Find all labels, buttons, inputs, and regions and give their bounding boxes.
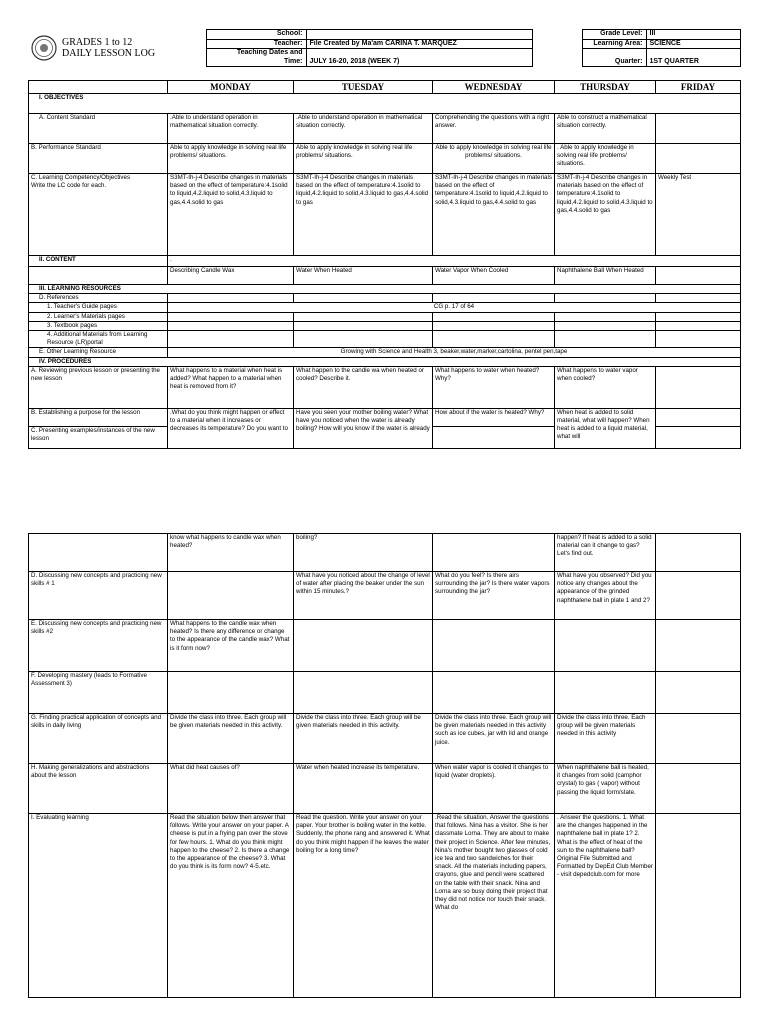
performance-standard-label: B. Performance Standard — [29, 144, 168, 174]
continued-tue: boiling? — [294, 534, 433, 572]
continued-thu: happen? If heat is added to a solid material can it change to gas? Let's find out. — [555, 534, 656, 572]
content-tue: Water When Heated — [294, 267, 433, 285]
review-mon: What happens to a material when heat is added? What happen to a material when heat is removed from it? — [168, 366, 294, 408]
procedures-heading: IV. PROCEDURES — [29, 357, 741, 366]
evaluating-tue: Read the question. Write your answer on your paper. Your brother is boiling water in the kettle. Suddenly, the phone rang and answered it. What do you think might happen if he leaves the water boiling for a long time? — [294, 814, 433, 998]
purpose-thu: When heat is added to solid material, what will happen? When heat is added to a liquid material, what will — [555, 408, 656, 448]
competency-mon: S3MT-Ih-j-4 Describe changes in materials based on the effect of temperature:4.1solid to liquid,4.2.liquid to solid,4.3.liquid to gas,4.4.solid to gas — [168, 174, 294, 256]
content-thu: Naphthalene Ball When Heated — [555, 267, 656, 285]
teacher-value: File Created by Ma'am CARINA T. MARQUEZ — [306, 39, 532, 49]
practical-thu: Divide the class into three. Each group will be given materials needed in this activity — [555, 714, 656, 764]
mastery-label: F. Developing mastery (leads to Formative Assessment 3) — [29, 672, 168, 714]
content-standard-mon: .Able to understand operation in mathematical situation correctly. — [168, 114, 294, 144]
quarter-label: Quarter: — [582, 49, 646, 67]
content-standard-wed: Comprehending the questions with a right answer. — [433, 114, 555, 144]
purpose-tue: Have you seen your mother boiling water? What have you noticed when the water is already boiling? How will you know if the water is already — [294, 408, 433, 448]
day-wednesday: WEDNESDAY — [433, 81, 555, 94]
header-title-line1: GRADES 1 to 12 — [62, 37, 133, 48]
page-two — [0, 530, 768, 1024]
header-title-line2: DAILY LESSON LOG — [62, 48, 156, 59]
practical-tue: Divide the class into three. Each group will be given materials needed in this activity. — [294, 714, 433, 764]
purpose-wed: How about if the water is heated? Why? — [433, 408, 555, 426]
day-thursday: THURSDAY — [555, 81, 656, 94]
practical-mon: Divide the class into three. Each group will be given materials needed in this activity. — [168, 714, 294, 764]
evaluating-label: I. Evaluating learning — [29, 814, 168, 998]
teacher-label: Teacher: — [206, 39, 306, 49]
other-resource-value: Growing with Science and Health 3, beaker,water,marker,cartolina, pentel pen,tape — [168, 348, 741, 357]
generalizations-thu: When naphthalene ball is heated, it changes from solid (camphor crystal) to gas ( vapor) without passing the liquid form/state. — [555, 764, 656, 814]
area-value: SCIENCE — [646, 39, 740, 49]
objectives-heading: I. OBJECTIVES — [29, 94, 741, 114]
competency-fri: Weekly Test — [656, 174, 741, 256]
day-tuesday: TUESDAY — [294, 81, 433, 94]
generalizations-label: H. Making generalizations and abstractions about the lesson — [29, 764, 168, 814]
practical-label: G. Finding practical application of concepts and skills in daily living — [29, 714, 168, 764]
lesson-table-page2 — [28, 533, 741, 998]
purpose-label: B. Establishing a purpose for the lesson — [29, 408, 168, 426]
day-friday: FRIDAY — [656, 81, 741, 94]
concepts1-thu: What have you observed? Did you notice any changes about the appearance of the grinded naphthalene ball in plate 1 and 2? — [555, 572, 656, 620]
performance-standard-thu: . Able to apply knowledge in solving real life problems/ situations. — [555, 144, 656, 174]
generalizations-wed: When water vapor is cooled it changes to liquid (water droplets). — [433, 764, 555, 814]
content-mon: Describing Candle Wax — [168, 267, 294, 285]
concepts2-label: E. Discussing new concepts and practicing new skills #2 — [29, 620, 168, 672]
competency-label: C. Learning Competency/Objectives Write the LC code for each. — [29, 174, 168, 256]
performance-standard-wed: Able to apply knowledge in solving real life problems/ situations. — [433, 144, 555, 174]
concepts1-wed: What do you feel? Is there airs surrounding the jar? Is there water vapors surrounding the jar? — [433, 572, 555, 620]
grade-label: Grade Level: — [582, 30, 646, 40]
learning-resources-heading: III. LEARNING RESOURCES — [29, 285, 741, 294]
lm-pages-label: 2. Learner's Materials pages — [29, 312, 168, 321]
other-resource-label: E. Other Learning Resource — [29, 348, 168, 357]
content-wed: Water Vapor When Cooled — [433, 267, 555, 285]
quarter-value: 1ST QUARTER — [646, 49, 740, 67]
content-standard-thu: Able to construct a mathematical situation correctly. — [555, 114, 656, 144]
area-label: Learning Area: — [582, 39, 646, 49]
header-logo-cell — [28, 30, 206, 67]
competency-tue: S3MT-Ih-j-4 Describe changes in materials based on the effect of temperature:4.1solid to liquid,4.2.liquid to solid,4.3.liquid to gas,4.4.solid to gas — [294, 174, 433, 256]
lesson-table-page1 — [28, 80, 741, 449]
continued-mon: know what happens to candle wax when heated? — [168, 534, 294, 572]
review-wed: What happens to water when heated? Why? — [433, 366, 555, 408]
references-label: D. References — [29, 294, 168, 303]
concepts1-tue: What have you noticed about the change of level of water after placing the beaker under the sun within 15 minutes.? — [294, 572, 433, 620]
content-heading: II. CONTENT — [29, 256, 168, 267]
additional-materials-label: 4. Additional Materials from Learning Resource (LR)portal — [29, 331, 168, 348]
review-tue: What happen to the candle wa when heated or cooled? Describe it. — [294, 366, 433, 408]
dates-label: Teaching Dates and Time: — [206, 49, 306, 67]
performance-standard-mon: Able to apply knowledge in solving real life problems/ situations. — [168, 144, 294, 174]
examples-label: C. Presenting examples/instances of the new lesson — [29, 426, 168, 448]
school-label: School: — [206, 30, 306, 40]
competency-wed: S3MT-Ih-j-4 Describe changes in materials based on the effect of temperature:4.1solid to liquid,4.2.liquid to solid,4.3.liquid to gas,4.4.solid to gas — [433, 174, 555, 256]
content-standard-tue: .Able to understand operation in mathematical situation correctly. — [294, 114, 433, 144]
day-monday: MONDAY — [168, 81, 294, 94]
page-one — [0, 0, 768, 480]
content-dot: . — [168, 256, 741, 267]
evaluating-mon: Read the situation below then answer that follows. Write your answer on your paper. A cheese is put in a frying pan over the stove for few hours. 1. What do you think might happen to the cheese? 2. Is there a change to the appearance of the cheese? 3. What do you think is its form now? 4-5.etc. — [168, 814, 294, 998]
performance-standard-tue: Able to apply knowledge in solving real life problems/ situations. — [294, 144, 433, 174]
grade-value: III — [646, 30, 740, 40]
concepts2-mon: What happens to the candle wax when heated? Is there any difference or change to the appearance of the candle wax? What is it form now? — [168, 620, 294, 672]
deped-seal-icon — [31, 35, 57, 61]
dates-value: JULY 16-20, 2018 (WEEK 7) — [306, 49, 532, 67]
generalizations-mon: What did heat causes of? — [168, 764, 294, 814]
textbook-pages-label: 3. Textbook pages — [29, 321, 168, 330]
review-thu: What happens to water vapor when cooled? — [555, 366, 656, 408]
practical-wed: Divide the class into three. Each group will be given materials needed in this activity such as ice cubes, jar with lid and orange juice. — [433, 714, 555, 764]
concepts1-label: D. Discussing new concepts and practicing new skills # 1 — [29, 572, 168, 620]
tg-pages-value: CG p. 17 of 64 — [168, 303, 741, 312]
competency-thu: S3MT-Ih-j-4 Describe changes in materials based on the effect of temperature:4.1solid to liquid,4.2.liquid to solid,4.3.liquid to gas,4.4.solid to gas — [555, 174, 656, 256]
content-standard-label: A. Content Standard — [29, 114, 168, 144]
header-table — [28, 29, 741, 67]
tg-pages-label: 1. Teacher's Guide pages — [29, 303, 168, 312]
purpose-mon: .What do you think might happen or effect to a material when it increases or decreases its temperature? Do you want to — [168, 408, 294, 448]
review-label: A. Reviewing previous lesson or presenting the new lesson — [29, 366, 168, 408]
generalizations-tue: Water when heated increase its temperature. — [294, 764, 433, 814]
evaluating-wed: .Read the situation. Answer the questions that follows. Nina has a visitor. She is her classmate Lorna. They are about to make their project in Science. After few minutes, Nina's mother bought two glasses of cold ice tea and two sandwiches for their snack. All the materials including papers, crayons, glue and pencil were scattered on the table with their snack. Nina and Lorna are so busy doing their project that they did not notice nor touch their snack. What do — [433, 814, 555, 998]
school-value — [306, 30, 532, 40]
evaluating-thu: . Answer the questions. 1. What are the changes happened in the naphthalene ball in plate 1? 2. What is the effect of heat of the sun to the naphthalene ball? Original File Submitted and Formatted by DepEd Club Member - visit depedclub.com for more — [555, 814, 656, 998]
